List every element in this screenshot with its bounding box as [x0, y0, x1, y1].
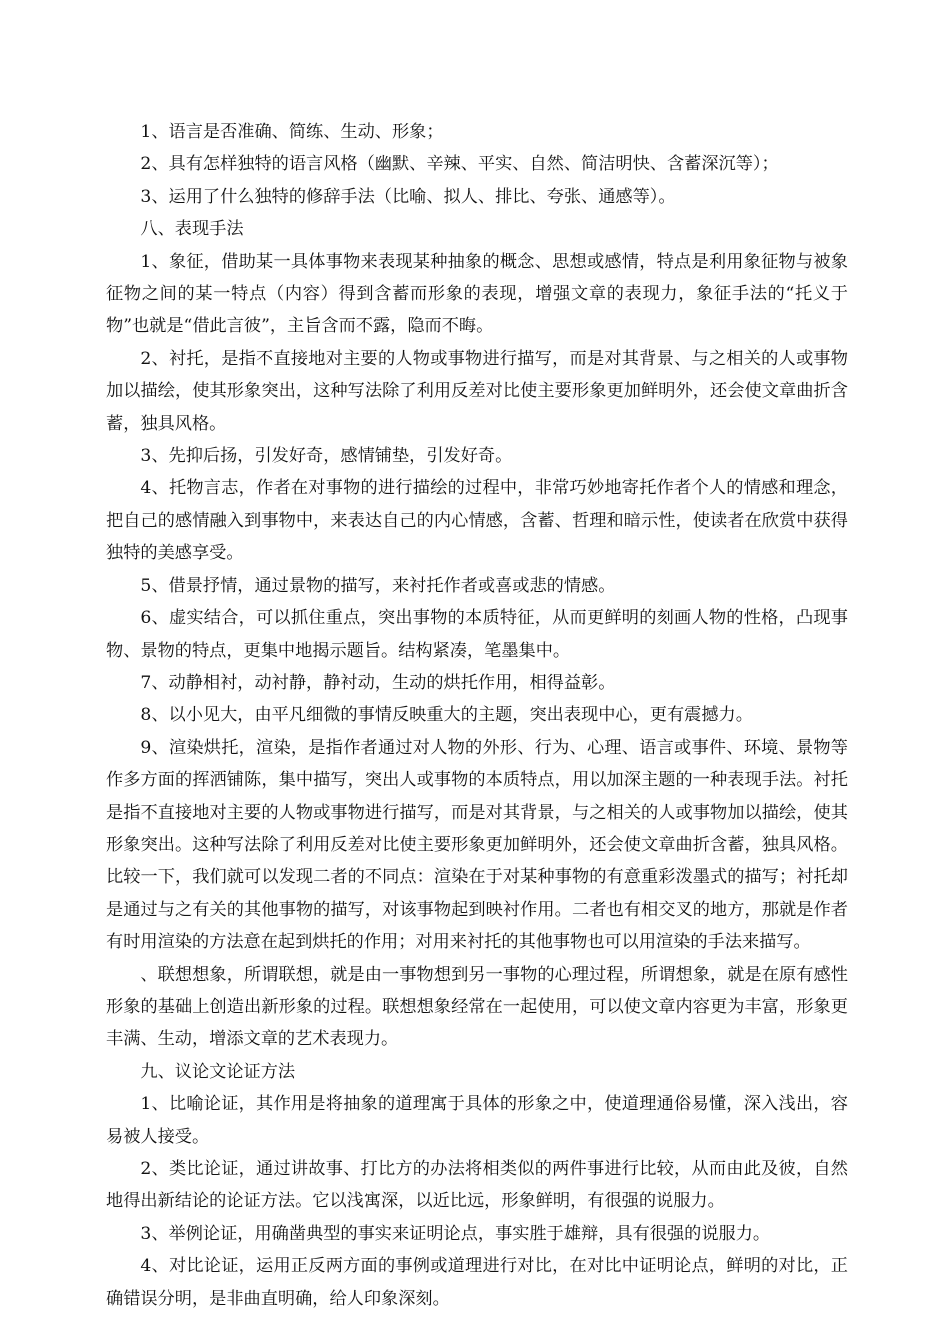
- paragraph-rhetoric: 3、运用了什么独特的修辞手法（比喻、拟人、排比、夸张、通感等）。: [140, 186, 676, 207]
- paragraph-metaphor-argument: 1、比喻论证，其作用是将抽象的道理寓于具体的形象之中，使道理通俗易懂，深入浅出，容易被人接受。: [106, 1094, 848, 1147]
- paragraph-comparison-argument: 4、对比论证，运用正反两方面的事例或道理进行对比，在对比中证明论点，鲜明的对比，正确错误分明，是非曲直明确，给人印象深刻。: [106, 1256, 848, 1309]
- paragraph-example-argument: 3、举例论证，用确凿典型的事实来证明论点，事实胜于雄辩，具有很强的说服力。: [140, 1223, 771, 1244]
- paragraph-analogy-argument: 2、类比论证，通过讲故事、打比方的办法将相类似的两件事进行比较，从而由此及彼，自然地得出新结论的论证方法。它以浅寓深，以近比远，形象鲜明，有很强的说服力。: [106, 1159, 848, 1212]
- paragraph-contrast-foil: 2、衬托，是指不直接地对主要的人物或事物进行描写，而是对其背景、与之相关的人或事物加以描绘，使其形象突出，这种写法除了利用反差对比使主要形象更加鲜明外，还会使文章曲折含蓄，独具风格。: [106, 348, 848, 434]
- paragraph-language-accuracy: 1、语言是否准确、简练、生动、形象；: [140, 122, 444, 142]
- paragraph-motion-stillness: 7、动静相衬，动衬静，静衬动，生动的烘托作用，相得益彰。: [140, 672, 616, 693]
- paragraph-symbolism: 1、象征，借助某一具体事物来表现某种抽象的概念、思想或感情，特点是利用象征物与被象征物之间的某一特点（内容）得到含蓄而形象的表现，增强文章的表现力，象征手法的“托义于物”也就是“借此言彼”，主旨含而不露，隐而不晦。: [106, 251, 848, 337]
- document-body: [106, 116, 848, 1315]
- paragraph-language-style: 2、具有怎样独特的语言风格（幽默、辛辣、平实、自然、简洁明快、含蓄深沉等）；: [140, 154, 779, 175]
- paragraph-object-expresses-will: 4、托物言志，作者在对事物的进行描绘的过程中，非常巧妙地寄托作者个人的情感和理念，把自己的感情融入到事物中，来表达自己的内心情感，含蓄、哲理和暗示性，使读者在欣赏中获得独特的美感享受。: [106, 478, 848, 564]
- paragraph-association-imagination: 、联想想象，所谓联想，就是由一事物想到另一事物的心理过程，所谓想象，就是在原有感性形象的基础上创造出新形象的过程。联想想象经常在一起使用，可以使文章内容更为丰富，形象更丰满、生动，增添文章的艺术表现力。: [106, 964, 848, 1050]
- paragraph-rendering-setting-off: 9、渲染烘托，渲染，是指作者通过对人物的外形、行为、心理、语言或事件、环境、景物等作多方面的挥洒铺陈，集中描写，突出人或事物的本质特点，用以加深主题的一种表现手法。衬托是指不直接地对主要的人物或事物进行描写，而是对其背景，与之相关的人或事物加以描绘，使其形象突出。这种写法除了利用反差对比使主要形象更加鲜明外，还会使文章曲折含蓄，独具风格。比较一下，我们就可以发现二者的不同点：渲染在于对某种事物的有意重彩泼墨式的描写；衬托却是通过与之有关的其他事物的描写，对该事物起到映衬作用。二者也有相交叉的地方，那就是作者有时用渲染的方法意在起到烘托的作用；对用来衬托的其他事物也可以用渲染的手法来描写。: [106, 737, 848, 953]
- section-heading-argument-methods: 九、议论文论证方法: [140, 1061, 296, 1082]
- paragraph-suppress-then-praise: 3、先抑后扬，引发好奇，感情铺垫，引发好奇。: [140, 446, 513, 467]
- paragraph-scenery-emotion: 5、借景抒情，通过景物的描写，来衬托作者或喜或悲的情感。: [140, 575, 616, 596]
- paragraph-small-to-large: 8、以小见大，由平凡细微的事情反映重大的主题，突出表现中心，更有震撼力。: [140, 705, 753, 726]
- section-heading-expression-techniques: 八、表现手法: [140, 219, 244, 240]
- paragraph-real-virtual: 6、虚实结合，可以抓住重点，突出事物的本质特征，从而更鲜明的刻画人物的性格，凸现事物、景物的特点，更集中地揭示题旨。结构紧凑，笔墨集中。: [106, 608, 848, 661]
